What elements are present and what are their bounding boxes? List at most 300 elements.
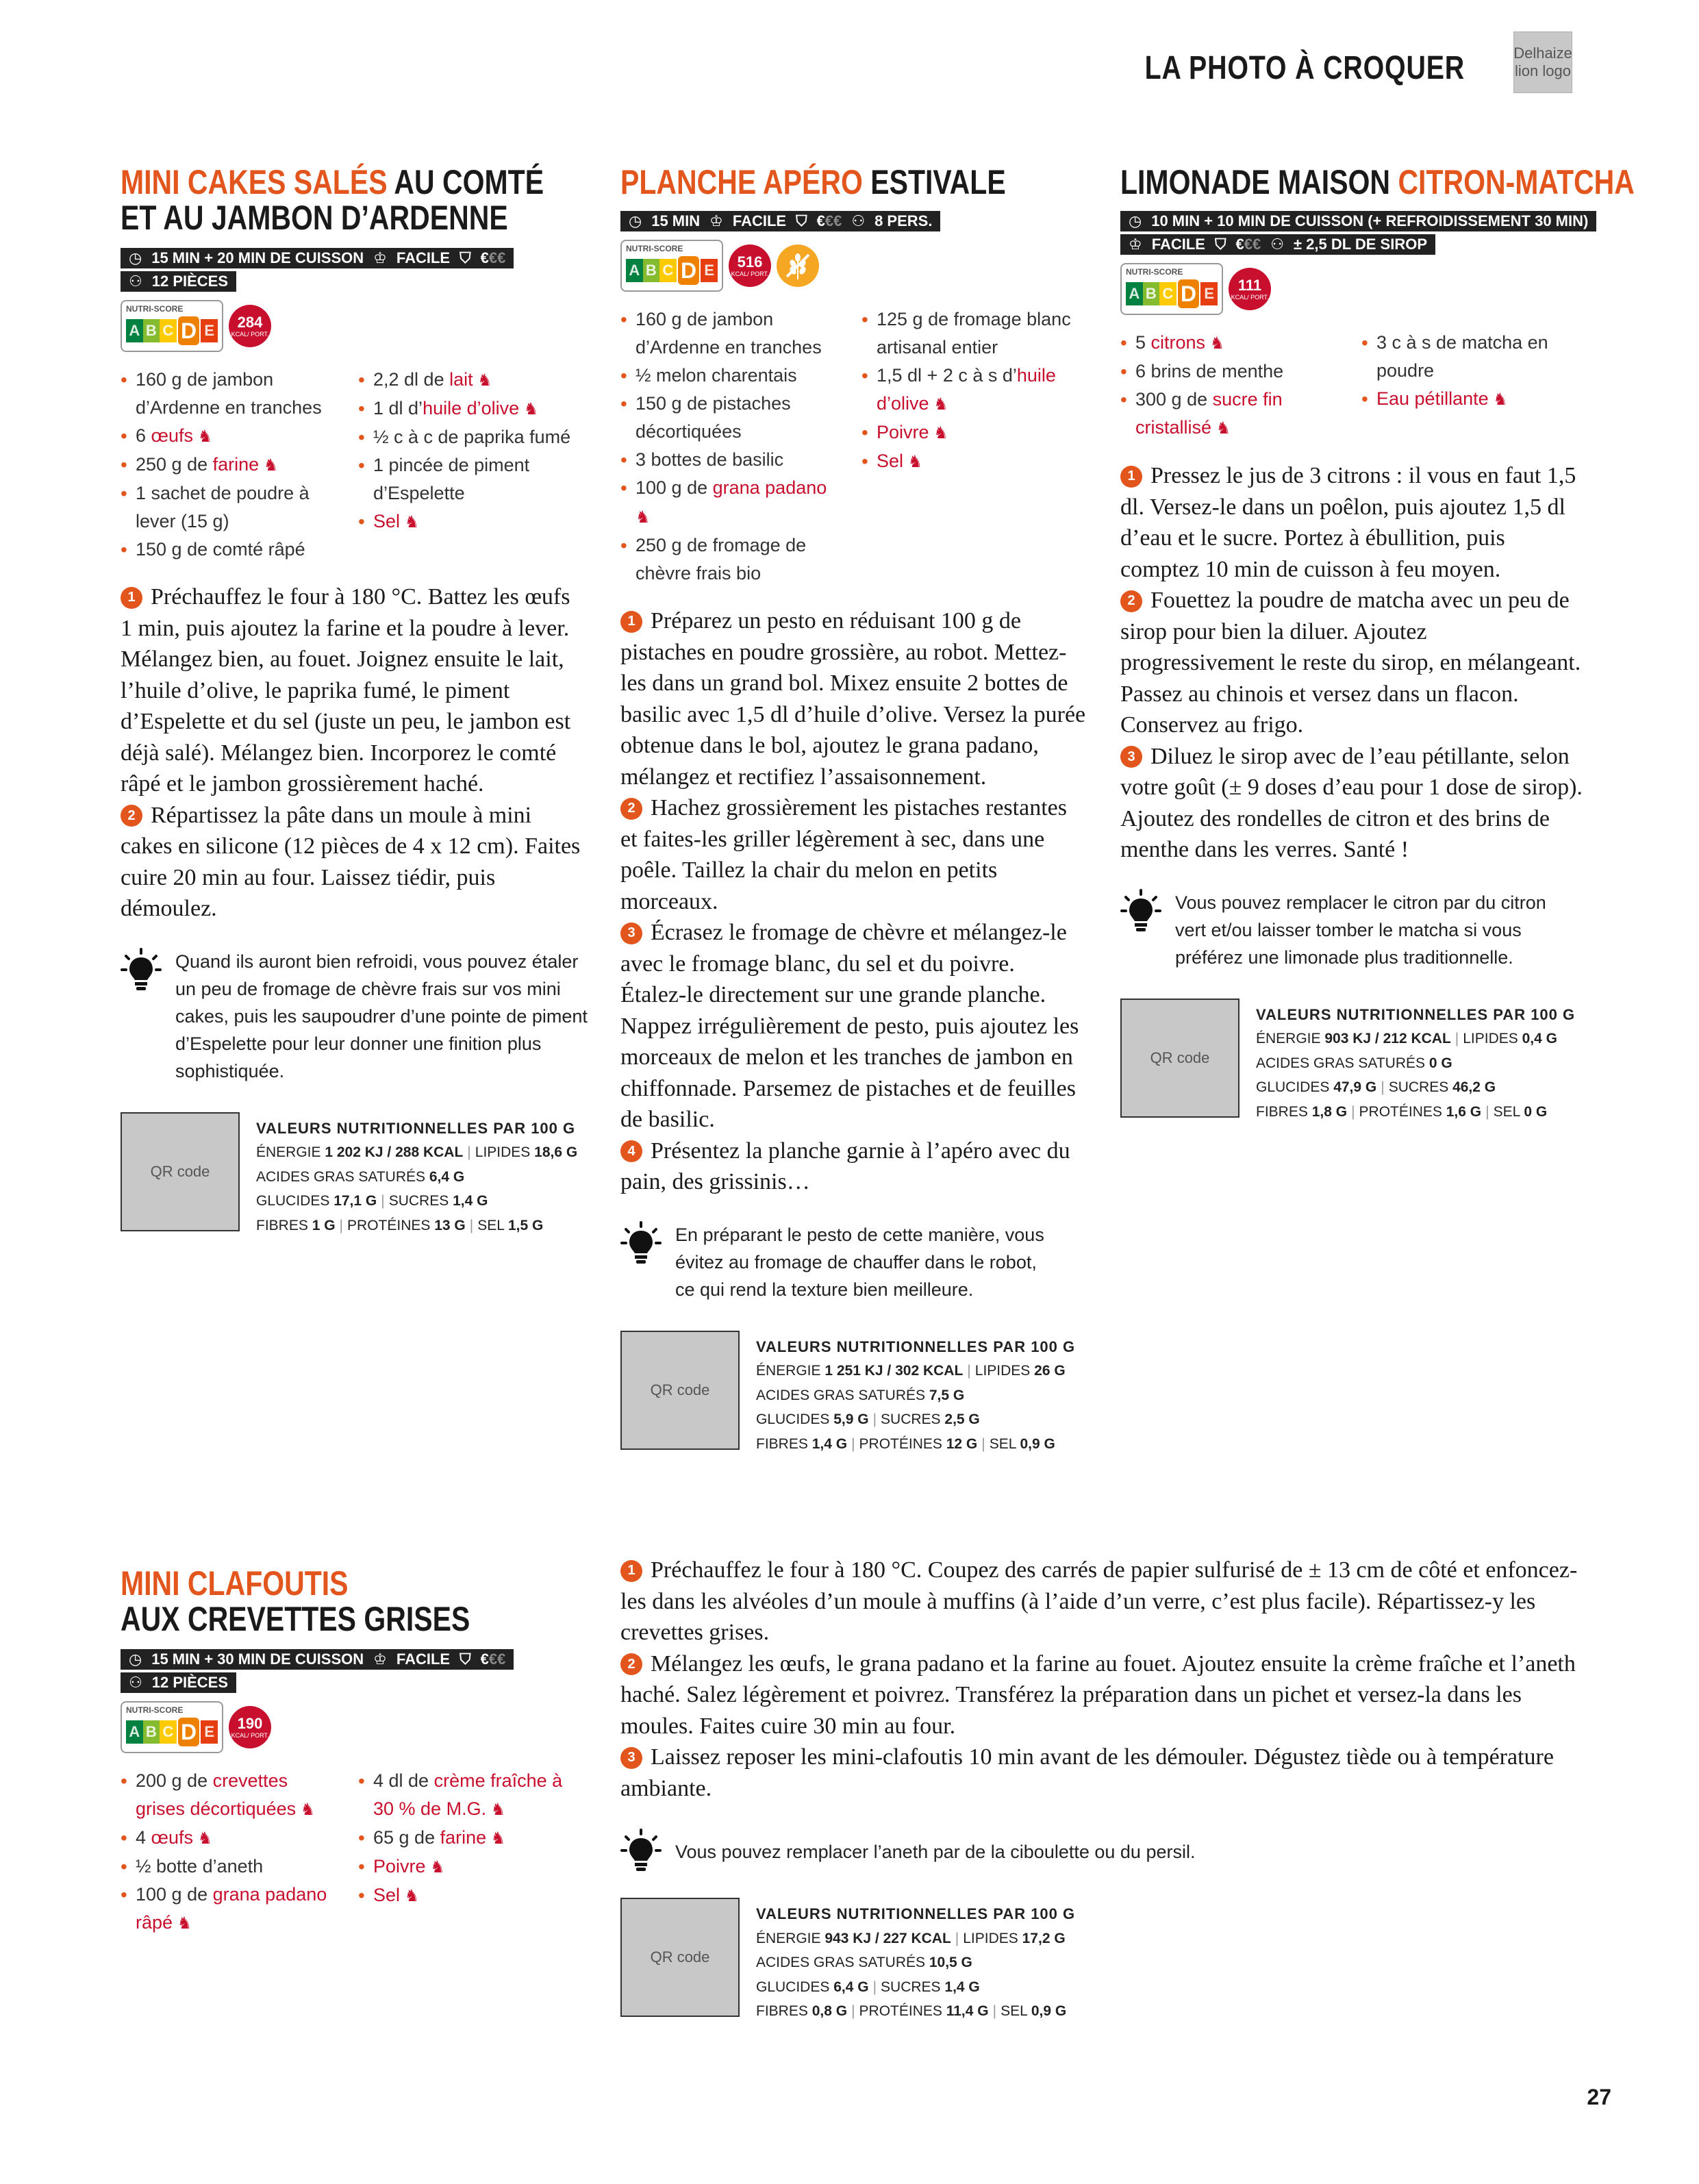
chef-hat-icon: ♔ bbox=[1129, 236, 1142, 253]
nutrition-label: LIPIDES bbox=[1463, 1031, 1522, 1046]
ingredient-item bbox=[1361, 385, 1586, 414]
nutrition-label: GLUCIDES bbox=[756, 1411, 834, 1427]
basket-icon: ⛉ bbox=[460, 249, 471, 266]
nutrition-value: 1 202 KJ / 288 KCAL bbox=[325, 1144, 464, 1160]
ingredient-product: grana padano râpé bbox=[136, 1884, 327, 1933]
recipe-meta: ◷ 15 MIN ♔ FACILE ⛉ €€€ ⚇ 8 PERS. bbox=[620, 211, 940, 231]
nutrition-value: 0,4 G bbox=[1522, 1031, 1557, 1046]
recipe-yield: ⚇ 12 PIÈCES bbox=[121, 1672, 236, 1693]
ingredient-item bbox=[121, 451, 342, 479]
separator: | bbox=[1455, 1031, 1459, 1046]
ingredient-text: 5 bbox=[1135, 332, 1151, 353]
nutrition-label: SUCRES bbox=[388, 1193, 453, 1209]
ingredient-text: 250 g de fromage de chèvre frais bio bbox=[635, 535, 807, 583]
ingredient-item bbox=[121, 1767, 342, 1824]
ingredient-item bbox=[121, 366, 342, 422]
person-icon: ⚇ bbox=[129, 1674, 142, 1691]
step bbox=[121, 581, 586, 800]
ingredient-text: 1,5 dl + 2 c à s d’ bbox=[877, 365, 1017, 386]
step-number: 2 bbox=[620, 798, 642, 820]
ingredient-text: 3 c à s de matcha en poudre bbox=[1376, 332, 1548, 381]
ingredient-product: lait bbox=[449, 369, 473, 390]
kcal-badge: 284 KCAL/ PORT. bbox=[229, 305, 271, 347]
step-text: Répartissez la pâte dans un moule à mini cakes en silicone (12 pièces de 4 x 12 cm). Faites cuire 20 min au four. Laissez tiédir, puis démoulez. bbox=[121, 802, 581, 921]
kcal-badge: 190 KCAL/ PORT. bbox=[229, 1706, 271, 1748]
ingredient-item bbox=[620, 446, 845, 474]
step-number: 1 bbox=[1120, 466, 1142, 488]
tip-box bbox=[620, 1829, 1511, 1877]
step-text: Pressez le jus de 3 citrons : il vous en faut 1,5 dl. Versez-le dans un poêlon, puis ajoutez 1,5 dl d’eau et le sucre. Portez à ébullition, puis comptez 10 min de cuisson à feu moyen. bbox=[1120, 463, 1576, 582]
ingredient-text: 65 g de bbox=[373, 1827, 440, 1848]
ingredient-text: 100 g de bbox=[136, 1884, 213, 1905]
recipe-steps bbox=[1120, 460, 1586, 866]
nutrition-label: PROTÉINES bbox=[859, 2003, 946, 2019]
recipe-limonade bbox=[1120, 163, 1635, 1124]
nutrition-line bbox=[756, 1383, 1075, 1408]
ingredient-text: 160 g de jambon d’Ardenne en tranches bbox=[136, 369, 322, 418]
nutrition-label: SEL bbox=[477, 1217, 508, 1233]
step-number: 1 bbox=[121, 587, 142, 609]
nutrition-value: 6,4 G bbox=[429, 1168, 465, 1185]
nutrition-value: 1 G bbox=[312, 1217, 336, 1233]
ingredient-text: 150 g de comté râpé bbox=[136, 539, 305, 560]
tip-box bbox=[620, 1221, 1059, 1303]
recipe-title: MINI CLAFOUTIS AUX CREVETTES GRISES bbox=[121, 1564, 470, 1638]
ingredient-product: huile d’olive bbox=[877, 365, 1056, 414]
step bbox=[620, 1555, 1586, 1648]
step-text: Préparez un pesto en réduisant 100 g de pistaches en poudre grossière, au robot. Mettez-les dans un grand bol. Mixez ensuite 2 bottes de basilic avec 1,5 dl d’huile d’olive. Versez la purée obtenue dans le bol, ajoutez le grana padano, mélangez et rectifiez l’assaisonnement. bbox=[620, 608, 1086, 790]
nutrition-label: FIBRES bbox=[1256, 1103, 1312, 1120]
nutrition-label: ACIDES GRAS SATURÉS bbox=[756, 1955, 929, 1970]
step-number: 2 bbox=[620, 1653, 642, 1675]
separator: | bbox=[992, 2003, 997, 2019]
nutrition-value: 0 G bbox=[1524, 1103, 1548, 1120]
nutrition-value: 0,9 G bbox=[1031, 2003, 1067, 2019]
step-number: 2 bbox=[121, 805, 142, 827]
delhaize-lion-icon: ♞ bbox=[1205, 334, 1225, 353]
recipe-steps bbox=[620, 605, 1086, 1198]
nutrition-line bbox=[256, 1140, 577, 1165]
recipe-planche-apero bbox=[620, 164, 1086, 1456]
ingredient-item bbox=[121, 422, 342, 451]
ingredient-text: 6 brins de menthe bbox=[1135, 361, 1284, 381]
nutrition-label: GLUCIDES bbox=[756, 1979, 834, 1995]
tip-box bbox=[1120, 889, 1559, 971]
nutrition-label: SEL bbox=[989, 1435, 1020, 1452]
nutrition-label: ACIDES GRAS SATURÉS bbox=[256, 1168, 429, 1185]
separator: | bbox=[981, 1435, 985, 1452]
chef-hat-icon: ♔ bbox=[373, 249, 387, 266]
lightbulb-icon bbox=[620, 1221, 662, 1303]
ingredient-text: 6 bbox=[136, 425, 151, 446]
step bbox=[620, 1742, 1586, 1804]
delhaize-lion-icon: ♞ bbox=[1211, 419, 1231, 438]
ingredient-text: 4 bbox=[136, 1827, 151, 1848]
step-number: 4 bbox=[620, 1140, 642, 1162]
ingredient-item bbox=[121, 479, 342, 536]
ingredient-item bbox=[358, 394, 579, 423]
ingredient-text: 1 dl d’ bbox=[373, 398, 423, 418]
separator: | bbox=[872, 1411, 877, 1427]
nutrition-label: GLUCIDES bbox=[256, 1193, 334, 1209]
nutrition-label: GLUCIDES bbox=[1256, 1079, 1334, 1095]
recipe-meta: ◷ 10 MIN + 10 MIN DE CUISSON (+ REFROIDISSEMENT 30 MIN) bbox=[1120, 211, 1596, 231]
person-icon: ⚇ bbox=[129, 273, 142, 290]
clock-icon: ◷ bbox=[129, 249, 142, 266]
nutrition-label: FIBRES bbox=[756, 2003, 812, 2019]
nutrition-label: PROTÉINES bbox=[347, 1217, 435, 1233]
ingredient-product: crème fraîche à 30 % de M.G. bbox=[373, 1770, 563, 1819]
ingredient-item bbox=[358, 451, 579, 507]
nutrition-value: 13 G bbox=[434, 1217, 466, 1233]
step-text: Préchauffez le four à 180 °C. Coupez des carrés de papier sulfurisé de ± 13 cm de côté et enfoncez-les dans les alvéoles d’un moule à muffins (à l’aide d’un verre, c’est plus facile). Répartissez-y les crevettes grises. bbox=[620, 1557, 1578, 1645]
ingredient-text: ½ botte d’aneth bbox=[136, 1856, 264, 1877]
nutrition-value: 1,6 G bbox=[1446, 1103, 1482, 1120]
step-text: Mélangez les œufs, le grana padano et la farine au fouet. Ajoutez ensuite la crème fraîche et l’aneth haché. Salez légèrement et poivrez. Transférez la préparation dans un pichet et versez-la dans les moules. Faites cuire 30 min au four. bbox=[620, 1650, 1576, 1739]
nutrition-line bbox=[756, 1432, 1075, 1457]
nutrition-value: 943 KJ / 227 KCAL bbox=[825, 1930, 951, 1946]
separator: | bbox=[1485, 1103, 1489, 1120]
nutrition-value: 12 G bbox=[946, 1435, 978, 1452]
ingredient-product: farine bbox=[212, 454, 260, 475]
delhaize-lion-icon: ♞ bbox=[903, 453, 923, 471]
ingredient-product: œufs bbox=[151, 1827, 194, 1848]
separator: | bbox=[851, 1435, 855, 1452]
ingredient-item bbox=[861, 305, 1086, 362]
nutri-score-badge: NUTRI-SCORE A B C D E bbox=[121, 1701, 223, 1753]
ingredient-item bbox=[358, 366, 579, 394]
nutrition-line bbox=[256, 1214, 577, 1238]
nutrition-value: 0,8 G bbox=[811, 2003, 848, 2019]
nutrition-value: 0,9 G bbox=[1020, 1435, 1055, 1452]
clock-icon: ◷ bbox=[1129, 212, 1142, 229]
chef-hat-icon: ♔ bbox=[709, 212, 723, 229]
ingredient-text: 160 g de jambon d’Ardenne en tranches bbox=[635, 309, 822, 357]
delhaize-lion-icon: ♞ bbox=[929, 395, 948, 414]
nutrition-label: SUCRES bbox=[881, 1411, 945, 1427]
nutrition-box bbox=[620, 1898, 1586, 2024]
ingredient-item bbox=[620, 531, 845, 588]
ingredient-product: Sel bbox=[877, 451, 904, 471]
recipe-yield: ♔ FACILE ⛉ €€€ ⚇ ± 2,5 DL DE SIROP bbox=[1120, 234, 1435, 255]
nutrition-value: 1,5 G bbox=[507, 1217, 544, 1233]
nutrition-label: SEL bbox=[1493, 1103, 1524, 1120]
recipe-title: MINI CAKES SALÉS AU COMTÉ ET AU JAMBON D’ARDENNE bbox=[121, 163, 544, 237]
ingredient-item bbox=[1120, 329, 1345, 357]
step bbox=[620, 1135, 1086, 1198]
delhaize-lion-icon: ♞ bbox=[486, 1800, 506, 1819]
person-icon: ⚇ bbox=[851, 212, 866, 229]
nutrition-line bbox=[1256, 1100, 1575, 1125]
step-number: 1 bbox=[620, 1560, 642, 1582]
qr-code[interactable]: QR code bbox=[620, 1331, 740, 1450]
nutrition-box bbox=[121, 1112, 579, 1238]
separator: | bbox=[851, 2003, 855, 2019]
delhaize-lion-icon: ♞ bbox=[193, 427, 213, 446]
nutrition-label: LIPIDES bbox=[974, 1363, 1035, 1379]
step-text: Préchauffez le four à 180 °C. Battez les œufs 1 min, puis ajoutez la farine et la poudre à lever. Mélangez bien, au fouet. Joignez ensuite le lait, l’huile d’olive, le paprika fumé, le piment d’Espelette et du sel (juste un peu, le jambon est déjà salé). Mélangez bien. Incorporez le comté râpé et le jambon grossièrement haché. bbox=[121, 584, 571, 796]
nutrition-label: LIPIDES bbox=[963, 1930, 1022, 1946]
delhaize-lion-icon: ♞ bbox=[929, 424, 948, 442]
tip-text: Quand ils auront bien refroidi, vous pouvez étaler un peu de fromage de chèvre frais sur vos mini cakes, puis les saupoudrer d’une pointe de piment d’Espelette pour leur donner une finition plus sophistiquée. bbox=[175, 951, 588, 1081]
ingredient-item bbox=[1120, 357, 1345, 386]
nutrition-label: ÉNERGIE bbox=[756, 1363, 825, 1379]
separator: | bbox=[381, 1193, 385, 1209]
recipe-title: LIMONADE MAISON CITRON-MATCHA bbox=[1120, 163, 1635, 201]
ingredient-product: Eau pétillante bbox=[1376, 388, 1489, 409]
nutrition-line bbox=[756, 1359, 1075, 1383]
ingredient-product: Poivre bbox=[373, 1856, 426, 1877]
separator: | bbox=[339, 1217, 344, 1233]
ingredient-product: Sel bbox=[373, 511, 401, 531]
clock-icon: ◷ bbox=[129, 1650, 142, 1668]
step bbox=[620, 605, 1086, 792]
ingredient-item bbox=[358, 507, 579, 536]
tip-text: Vous pouvez remplacer le citron par du citron vert et/ou laisser tomber le matcha si vous préférez une limonade plus traditionnelle. bbox=[1175, 892, 1546, 968]
step bbox=[620, 917, 1086, 1135]
ingredient-item bbox=[121, 1853, 342, 1881]
ingredient-product: sucre fin cristallisé bbox=[1135, 389, 1283, 438]
separator: | bbox=[967, 1363, 971, 1379]
ingredient-text: ½ c à c de paprika fumé bbox=[373, 427, 571, 447]
nutrition-heading: VALEURS NUTRITIONNELLES PAR 100 G bbox=[756, 1338, 1076, 1355]
step bbox=[121, 800, 586, 925]
section-title: LA PHOTO À CROQUER bbox=[1144, 50, 1465, 86]
step-text: Diluez le sirop avec de l’eau pétillante, selon votre goût (± 9 doses d’eau pour 1 dose de sirop). Ajoutez des rondelles de citron et des brins de menthe dans les verres. Santé ! bbox=[1120, 743, 1583, 862]
ingredient-text: 2,2 dl de bbox=[373, 369, 450, 390]
ingredient-item bbox=[620, 362, 845, 390]
nutrition-label: ACIDES GRAS SATURÉS bbox=[1256, 1055, 1429, 1071]
nutrition-label: FIBRES bbox=[256, 1217, 312, 1233]
separator: | bbox=[467, 1144, 471, 1160]
nutrition-value: 0 G bbox=[1429, 1055, 1452, 1071]
ingredient-item bbox=[358, 1824, 579, 1853]
step-number: 2 bbox=[1120, 590, 1142, 612]
ingredient-list bbox=[1120, 329, 1586, 442]
nutrition-value: 18,6 G bbox=[534, 1144, 578, 1160]
ingredient-product: crevettes grises décortiquées bbox=[136, 1770, 297, 1819]
nutrition-label: FIBRES bbox=[756, 1435, 812, 1452]
tip-box bbox=[121, 948, 593, 1085]
ingredient-product: œufs bbox=[151, 425, 194, 446]
step-text: Écrasez le fromage de chèvre et mélangez-le avec le fromage blanc, du sel et du poivre. Étalez-le directement sur une grande planche. Nappez irrégulièrement de pesto, puis ajoutez les morceaux de melon et les tranches de jambon en chiffonnade. Parsemez de pistaches et de feuilles de basilic. bbox=[620, 920, 1079, 1132]
recipe-meta: ◷ 15 MIN + 30 MIN DE CUISSON ♔ FACILE ⛉ €€€ bbox=[121, 1649, 514, 1670]
nutrition-value: 1,4 G bbox=[811, 1435, 848, 1452]
nutrition-heading: VALEURS NUTRITIONNELLES PAR 100 G bbox=[1256, 1005, 1576, 1023]
separator: | bbox=[1381, 1079, 1385, 1095]
nutrition-label: SUCRES bbox=[1388, 1079, 1453, 1095]
nutrition-value: 10,5 G bbox=[929, 1955, 972, 1970]
nutrition-value: 5,9 G bbox=[833, 1411, 869, 1427]
nutrition-value: 1,4 G bbox=[453, 1193, 488, 1209]
ingredient-item bbox=[121, 1881, 342, 1937]
nutrition-label: SEL bbox=[1000, 2003, 1031, 2019]
delhaize-lion-icon: ♞ bbox=[400, 513, 420, 531]
nutri-score-badge: NUTRI-SCORE A B C D E bbox=[121, 300, 223, 352]
gluten-free-icon bbox=[777, 244, 819, 287]
step-number: 1 bbox=[620, 611, 642, 633]
step-number: 3 bbox=[1120, 746, 1142, 768]
ingredient-text: 150 g de pistaches décortiquées bbox=[635, 393, 791, 442]
delhaize-lion-icon: ♞ bbox=[635, 508, 651, 527]
separator: | bbox=[1351, 1103, 1355, 1120]
nutrition-box bbox=[1120, 999, 1586, 1125]
recipe-steps bbox=[620, 1555, 1586, 1804]
ingredient-text: 125 g de fromage blanc artisanal entier bbox=[877, 309, 1071, 357]
delhaize-lion-icon: ♞ bbox=[486, 1829, 506, 1848]
basket-icon: ⛉ bbox=[796, 212, 807, 229]
nutrition-line bbox=[756, 1999, 1075, 2024]
separator: | bbox=[872, 1979, 877, 1995]
ingredient-text: 200 g de bbox=[136, 1770, 213, 1791]
person-icon: ⚇ bbox=[1270, 236, 1284, 253]
delhaize-lion-icon: ♞ bbox=[473, 371, 492, 390]
ingredient-item bbox=[861, 418, 1086, 447]
ingredient-text: 250 g de bbox=[136, 454, 213, 475]
ingredient-text: 3 bottes de basilic bbox=[635, 449, 784, 470]
nutrition-box bbox=[620, 1331, 1086, 1457]
step bbox=[1120, 585, 1586, 741]
ingredient-item bbox=[121, 536, 342, 564]
nutrition-value: 6,4 G bbox=[833, 1979, 869, 1995]
nutrition-value: 1,8 G bbox=[1311, 1103, 1348, 1120]
lightbulb-icon bbox=[1120, 889, 1161, 971]
recipe-meta: ◷ 15 MIN + 20 MIN DE CUISSON ♔ FACILE ⛉ €€€ bbox=[121, 248, 514, 268]
nutrition-label: LIPIDES bbox=[475, 1144, 535, 1160]
ingredient-item bbox=[121, 1824, 342, 1853]
step-number: 3 bbox=[620, 922, 642, 944]
ingredient-item bbox=[861, 447, 1086, 476]
ingredient-text: 1 sachet de poudre à lever (15 g) bbox=[136, 483, 310, 531]
nutrition-heading: VALEURS NUTRITIONNELLES PAR 100 G bbox=[256, 1119, 576, 1137]
tip-text: En préparant le pesto de cette manière, vous évitez au fromage de chauffer dans le robot, ce qui rend la texture bien meilleure. bbox=[675, 1224, 1044, 1300]
nutrition-line bbox=[756, 1975, 1075, 2000]
nutrition-label: ÉNERGIE bbox=[256, 1144, 325, 1160]
nutrition-line bbox=[1256, 1051, 1575, 1076]
delhaize-lion-icon: ♞ bbox=[259, 456, 279, 475]
qr-code[interactable]: QR code bbox=[121, 1112, 240, 1231]
step-text: Laissez reposer les mini-clafoutis 10 min avant de les démouler. Dégustez tiède ou à température ambiante. bbox=[620, 1744, 1554, 1801]
recipe-steps bbox=[121, 581, 586, 925]
nutrition-label: ÉNERGIE bbox=[1256, 1031, 1325, 1046]
recipe-yield: ⚇ 12 PIÈCES bbox=[121, 271, 236, 292]
nutrition-label: ACIDES GRAS SATURÉS bbox=[756, 1387, 929, 1403]
step bbox=[620, 1648, 1586, 1742]
nutrition-heading: VALEURS NUTRITIONNELLES PAR 100 G bbox=[756, 1905, 1076, 1922]
nutrition-line bbox=[1256, 1027, 1575, 1051]
qr-code[interactable]: QR code bbox=[1120, 999, 1239, 1118]
ingredient-item bbox=[861, 362, 1086, 418]
step bbox=[1120, 460, 1586, 585]
delhaize-lion-icon: ♞ bbox=[173, 1914, 192, 1933]
ingredient-list bbox=[620, 305, 1086, 588]
nutri-score-badge: NUTRI-SCORE A B C D E bbox=[620, 240, 723, 292]
nutrition-label: PROTÉINES bbox=[1359, 1103, 1446, 1120]
recipe-mini-cakes bbox=[121, 163, 588, 1238]
separator: | bbox=[469, 1217, 474, 1233]
ingredient-product: Sel bbox=[373, 1885, 401, 1905]
nutrition-value: 1,4 G bbox=[944, 1979, 980, 1995]
clock-icon: ◷ bbox=[629, 212, 642, 229]
ingredient-item bbox=[620, 305, 845, 362]
nutrition-line bbox=[756, 1926, 1075, 1951]
delhaize-lion-icon: ♞ bbox=[193, 1829, 213, 1848]
ingredient-item bbox=[1361, 329, 1586, 385]
lightbulb-icon bbox=[620, 1829, 662, 1877]
recipe-title: PLANCHE APÉRO ESTIVALE bbox=[620, 163, 1006, 201]
nutrition-line bbox=[256, 1189, 577, 1214]
ingredient-item bbox=[620, 390, 845, 446]
ingredient-item bbox=[358, 423, 579, 451]
step-text: Hachez grossièrement les pistaches restantes et faites-les griller légèrement à sec, dans une poêle. Taillez la chair du melon en petits morceaux. bbox=[620, 795, 1067, 914]
nutrition-value: 7,5 G bbox=[929, 1387, 965, 1403]
step-text: Fouettez la poudre de matcha avec un peu de sirop pour bien la diluer. Ajoutez progressivement le reste du sirop, en mélangeant. Passez au chinois et versez dans un flacon. Conservez au frigo. bbox=[1120, 588, 1581, 738]
ingredient-product: Poivre bbox=[877, 422, 929, 442]
kcal-badge: 111 KCAL/ PORT. bbox=[1229, 268, 1271, 310]
ingredient-text: ½ melon charentais bbox=[635, 365, 797, 386]
recipe-mini-clafoutis bbox=[121, 1566, 579, 1937]
nutrition-value: 2,5 G bbox=[944, 1411, 980, 1427]
qr-code[interactable]: QR code bbox=[620, 1898, 740, 2017]
ingredient-text: 4 dl de bbox=[373, 1770, 434, 1791]
kcal-badge: 516 KCAL/ PORT. bbox=[729, 244, 771, 287]
step-text: Présentez la planche garnie à l’apéro avec du pain, des grissinis… bbox=[620, 1138, 1070, 1194]
ingredient-item bbox=[358, 1767, 579, 1824]
delhaize-lion-icon: ♞ bbox=[425, 1858, 445, 1877]
nutrition-line bbox=[756, 1950, 1075, 1975]
ingredient-text: 300 g de bbox=[1135, 389, 1213, 410]
nutrition-value: 46,2 G bbox=[1452, 1079, 1496, 1095]
tip-text: Vous pouvez remplacer l’aneth par de la ciboulette ou du persil. bbox=[675, 1842, 1196, 1862]
delhaize-lion-icon: ♞ bbox=[1488, 390, 1508, 409]
nutrition-label: PROTÉINES bbox=[859, 1435, 946, 1452]
nutrition-label: SUCRES bbox=[881, 1979, 945, 1995]
nutri-score-badge: NUTRI-SCORE A B C D E bbox=[1120, 263, 1223, 315]
nutrition-label: ÉNERGIE bbox=[756, 1930, 825, 1946]
ingredient-text: 1 pincée de piment d’Espelette bbox=[373, 455, 530, 503]
delhaize-lion-icon: ♞ bbox=[400, 1887, 420, 1905]
nutrition-value: 1 251 KJ / 302 KCAL bbox=[825, 1363, 964, 1379]
delhaize-lion-icon: ♞ bbox=[296, 1800, 316, 1819]
ingredient-product: grana padano bbox=[712, 477, 827, 498]
ingredient-item bbox=[358, 1881, 579, 1910]
page-number: 27 bbox=[1587, 2085, 1611, 2109]
chef-hat-icon: ♔ bbox=[373, 1650, 387, 1668]
nutrition-line bbox=[1256, 1075, 1575, 1100]
nutrition-value: 47,9 G bbox=[1333, 1079, 1377, 1095]
ingredient-list bbox=[121, 1767, 579, 1937]
nutrition-line bbox=[256, 1165, 577, 1190]
ingredient-item bbox=[358, 1853, 579, 1881]
ingredient-product: farine bbox=[440, 1827, 487, 1848]
recipe-4-instructions bbox=[620, 1555, 1586, 2024]
nutrition-line bbox=[756, 1407, 1075, 1432]
nutrition-value: 11,4 G bbox=[946, 2003, 989, 2019]
basket-icon: ⛉ bbox=[460, 1650, 471, 1668]
separator: | bbox=[955, 1930, 959, 1946]
ingredient-product: huile d’olive bbox=[423, 398, 520, 418]
step-number: 3 bbox=[620, 1747, 642, 1769]
nutrition-value: 26 G bbox=[1034, 1363, 1066, 1379]
ingredient-list bbox=[121, 366, 579, 564]
nutrition-value: 903 KJ / 212 KCAL bbox=[1324, 1031, 1451, 1046]
ingredient-product: citrons bbox=[1150, 332, 1206, 353]
step bbox=[620, 792, 1086, 917]
nutrition-value: 17,1 G bbox=[333, 1193, 377, 1209]
nutrition-value: 17,2 G bbox=[1022, 1930, 1066, 1946]
lightbulb-icon bbox=[121, 948, 162, 1085]
ingredient-item bbox=[620, 474, 845, 531]
